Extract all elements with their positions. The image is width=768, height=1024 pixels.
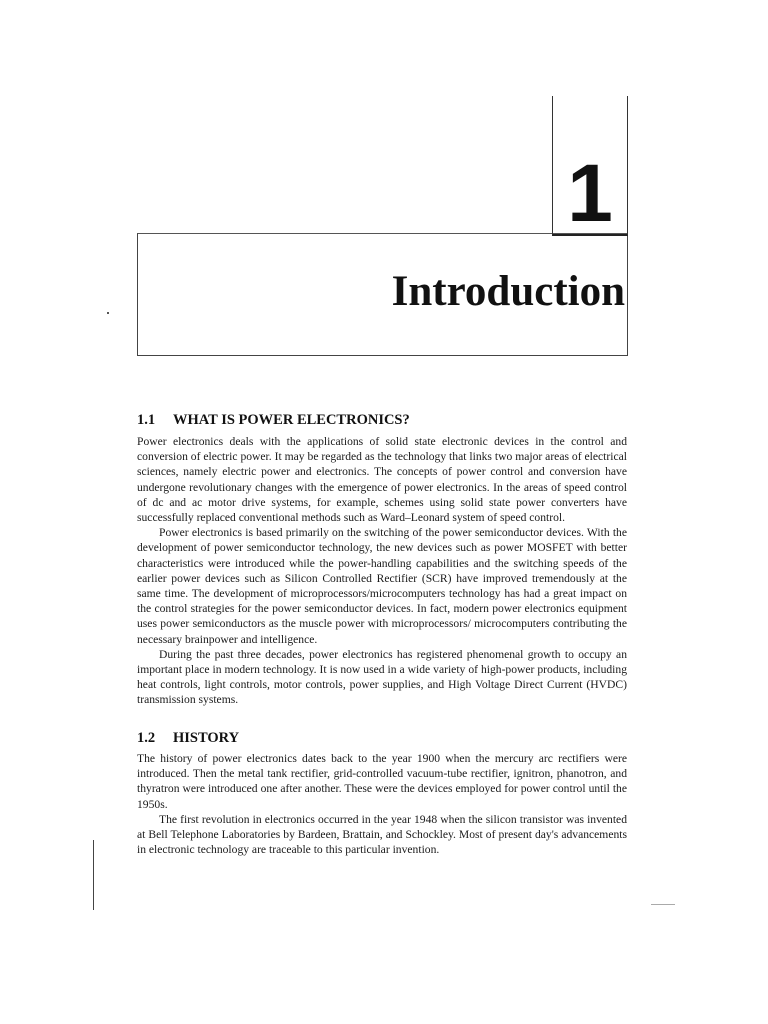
section-1-2-body: [137, 751, 627, 857]
chapter-title: Introduction: [391, 268, 625, 315]
scan-speck: [107, 312, 109, 314]
paragraph: The history of power electronics dates back to the year 1900 when the mercury arc rectifiers were introduced. Then the metal tank rectifier, grid-controlled vacuum-tube rectifier, ignitron, phanotron, and thyratron were introduced one after another. These were the devices employed for power control until the 1950s.: [137, 752, 627, 811]
section-number: 1.2: [137, 730, 156, 746]
section-heading-1-2: [137, 729, 239, 747]
section-number: 1.1: [137, 412, 156, 428]
section-title: HISTORY: [173, 730, 240, 746]
paragraph: Power electronics is based primarily on the switching of the power semiconductor devices. With the development of power semiconductor technology, the new devices such as power MOSFET with better characteristics were introduced while the power-handling capabilities and the switching speeds of the earlier power devices such as Silicon Controlled Rectifier (SCR) have improved tremendously at the same time. The development of microprocessors/microcomputers technology has had a great impact on the control strategies for the power semiconductor devices. In fact, modern power electronics equipment uses power semiconductors as the muscle power with microprocessors/ microcomputers contributing the necessary brainpower and intelligence.: [137, 526, 627, 646]
paragraph: The first revolution in electronics occurred in the year 1948 when the silicon transistor was invented at Bell Telephone Laboratories by Bardeen, Brattain, and Schockley. Most of present day's advancements in electronic technology are traceable to this particular invention.: [137, 812, 627, 857]
section-title: WHAT IS POWER ELECTRONICS?: [173, 412, 410, 428]
section-1-1-body: [137, 434, 627, 708]
section-heading-1-1: [137, 411, 410, 429]
paragraph: During the past three decades, power electronics has registered phenomenal growth to occupy an important place in modern technology. It is now used in a wide variety of high-power products, including heat controls, light controls, motor controls, power supplies, and High Voltage Direct Current (HVDC) transmission systems.: [137, 647, 627, 707]
chapter-number: 1: [567, 148, 613, 239]
paragraph: Power electronics deals with the applications of solid state electronic devices in the control and conversion of electric power. It may be regarded as the technology that links two major areas of electrical sciences, namely electric power and electronics. The concepts of power control and conversion have undergone revolutionary changes with the emergence of power electronics. In the areas of speed control of dc and ac motor drive systems, for example, schemes using solid state power converters have successfully replaced conventional methods such as Ward–Leonard system of speed control.: [137, 435, 627, 525]
scan-corner-mark: [651, 904, 675, 905]
scan-margin-line: [93, 840, 94, 910]
